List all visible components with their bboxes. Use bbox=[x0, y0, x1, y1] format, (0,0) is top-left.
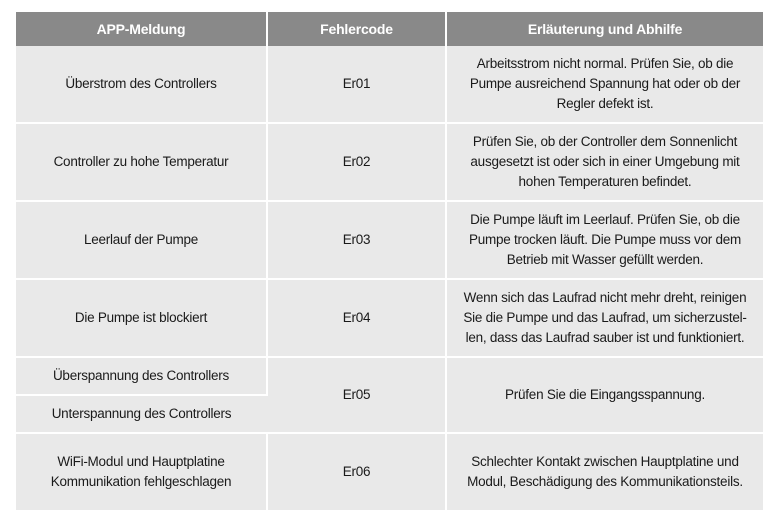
app-message-cell: Unterspannung des Controllers bbox=[16, 395, 267, 433]
header-app-message: APP-Meldung bbox=[16, 12, 267, 46]
error-code-cell: Er01 bbox=[267, 46, 446, 123]
explanation-line: ausgesetzt ist oder sich in einer Umgebung mit bbox=[470, 154, 740, 169]
table-row bbox=[16, 357, 763, 395]
explanation-line: Prüfen Sie, ob der Controller dem Sonnenlicht bbox=[472, 134, 738, 149]
app-message-cell: Überspannung des Controllers bbox=[16, 357, 267, 395]
error-code-table-container bbox=[16, 12, 763, 512]
error-code-cell: Er05 bbox=[267, 357, 446, 433]
error-code-cell: Er03 bbox=[267, 201, 446, 279]
explanation-cell bbox=[446, 433, 763, 511]
explanation-line: Sie die Pumpe und das Laufrad, um sicherzustel- bbox=[463, 310, 747, 325]
explanation-cell bbox=[446, 123, 763, 201]
explanation-cell bbox=[446, 279, 763, 357]
header-error-code: Fehlercode bbox=[267, 12, 446, 46]
explanation-cell bbox=[446, 201, 763, 279]
error-code-cell: Er04 bbox=[267, 279, 446, 357]
table-header-row bbox=[16, 12, 763, 46]
app-message-cell: Überstrom des Controllers bbox=[16, 46, 267, 123]
explanation-cell bbox=[446, 46, 763, 123]
app-message-cell bbox=[16, 433, 267, 511]
explanation-line: hohen Temperaturen befindet. bbox=[518, 174, 692, 189]
explanation-line: Betrieb mit Wasser gefüllt werden. bbox=[506, 252, 704, 267]
explanation-line: Schlechter Kontakt zwischen Hauptplatine und bbox=[471, 454, 739, 469]
app-message-line: Kommunikation fehlgeschlagen bbox=[50, 474, 232, 489]
error-code-table bbox=[16, 12, 763, 512]
explanation-line: Arbeitsstrom nicht normal. Prüfen Sie, ob die bbox=[476, 56, 734, 71]
explanation-line: Die Pumpe läuft im Leerlauf. Prüfen Sie, ob die bbox=[470, 212, 740, 227]
app-message-cell: Controller zu hohe Temperatur bbox=[16, 123, 267, 201]
table-row bbox=[16, 433, 763, 511]
explanation-line: Pumpe trocken läuft. Die Pumpe muss vor dem bbox=[468, 232, 742, 247]
explanation-line: len, dass das Laufrad sauber ist und funktioniert. bbox=[465, 330, 745, 345]
table-row bbox=[16, 123, 763, 201]
explanation-line: Regler defekt ist. bbox=[556, 96, 654, 111]
explanation-line: Pumpe ausreichend Spannung hat oder ob der bbox=[469, 76, 741, 91]
table-row bbox=[16, 201, 763, 279]
app-message-cell: Die Pumpe ist blockiert bbox=[16, 279, 267, 357]
table-row bbox=[16, 46, 763, 123]
table-row bbox=[16, 279, 763, 357]
error-code-cell: Er06 bbox=[267, 433, 446, 511]
explanation-line: Wenn sich das Laufrad nicht mehr dreht, reinigen bbox=[463, 290, 747, 305]
app-message-line: WiFi-Modul und Hauptplatine bbox=[57, 454, 225, 469]
app-message-cell: Leerlauf der Pumpe bbox=[16, 201, 267, 279]
explanation-line: Prüfen Sie die Eingangsspannung. bbox=[505, 387, 705, 402]
explanation-cell bbox=[446, 357, 763, 433]
header-explanation: Erläuterung und Abhilfe bbox=[446, 12, 763, 46]
error-code-cell: Er02 bbox=[267, 123, 446, 201]
explanation-line: Modul, Beschädigung des Kommunikationsteils. bbox=[467, 474, 743, 489]
